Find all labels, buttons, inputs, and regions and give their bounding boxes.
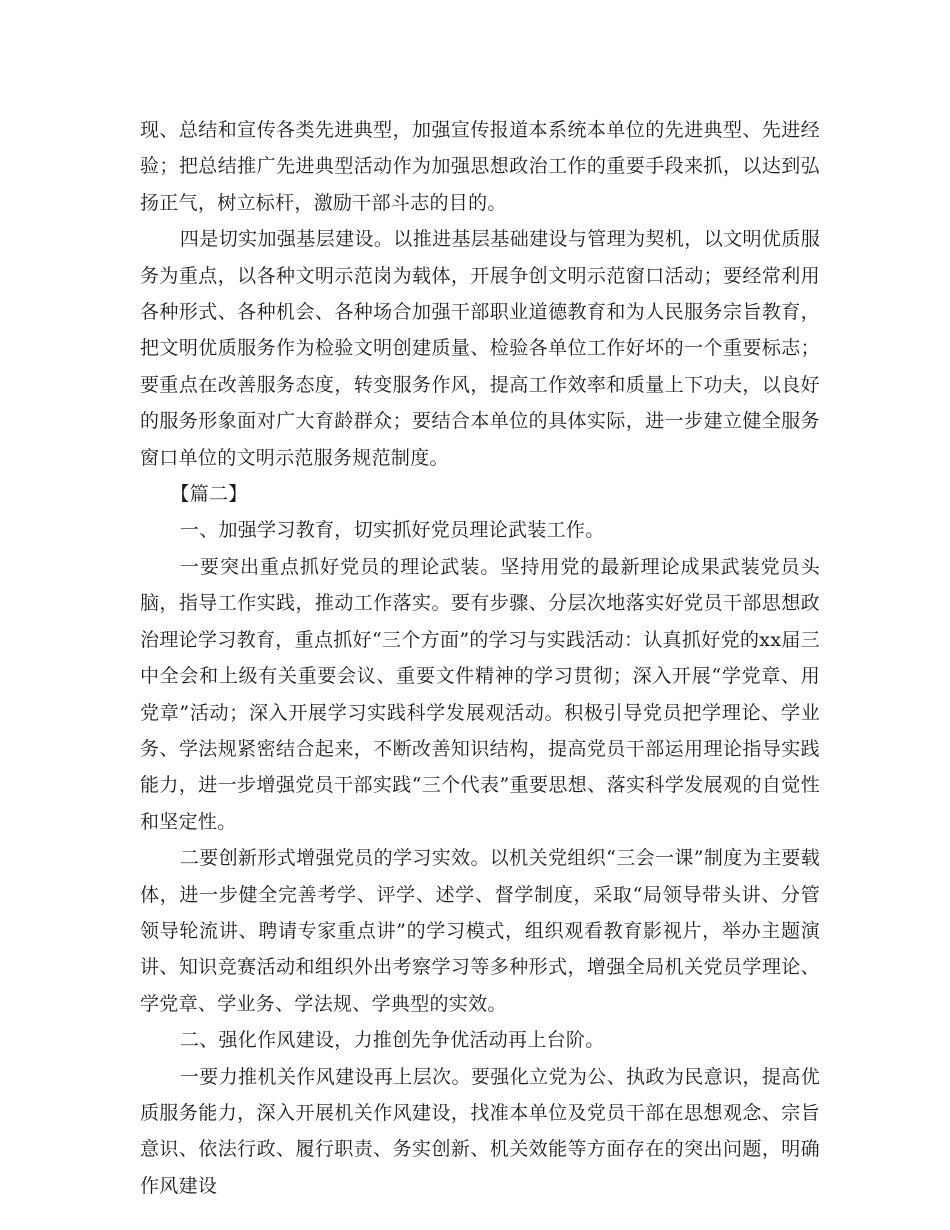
paragraph-organ-work-style: 一要力推机关作风建设再上层次。要强化立党为公、执政为民意识，提高优质服务能力，深入开展机关作风建设，找准本单位及党员干部在思想观念、宗旨意识、依法行政、履行职责、务实创新、机关效能等方面存在的突出问题，明确作风建设 [140,1065,820,1197]
section-heading-part-two: 【篇二】 [170,483,248,506]
heading-work-style: 二、强化作风建设，力推创先争优活动再上台阶。 [179,1029,605,1052]
paragraph-continuation: 现、总结和宣传各类先进典型，加强宣传报道本系统本单位的先进典型、先进经验；把总结推广先进典型活动作为加强思想政治工作的重要手段来抓，以达到弘扬正气，树立标杆，激励干部斗志的目的。 [140,119,820,214]
document-body [140,112,820,1204]
paragraph-theory-armament: 一要突出重点抓好党员的理论武装。坚持用党的最新理论成果武装党员头脑，指导工作实践，推动工作落实。要有步骤、分层次地落实好党员干部思想政治理论学习教育，重点抓好“三个方面”的学习与实践活动：认真抓好党的xx届三中全会和上级有关重要会议、重要文件精神的学习贯彻；深入开展“学党章、用党章”活动；深入开展学习实践科学发展观活动。积极引导党员把学理论、学业务、学法规紧密结合起来，不断改善知识结构，提高党员干部运用理论指导实践能力，进一步增强党员干部实践“三个代表”重要思想、落实科学发展观的自觉性和坚定性。 [140,555,820,833]
paragraph-study-effectiveness: 二要创新形式增强党员的学习实效。以机关党组织“三会一课”制度为主要载体，进一步健全完善考学、评学、述学、督学制度，采取“局领导带头讲、分管领导轮流讲、聘请专家重点讲”的学习模式，组织观看教育影视片，举办主题演讲、知识竞赛活动和组织外出考察学习等多种形式，增强全局机关党员学理论、学党章、学业务、学法规、学典型的实效。 [140,847,820,1015]
heading-study-education: 一、加强学习教育，切实抓好党员理论武装工作。 [179,519,605,542]
paragraph-grassroots-construction: 四是切实加强基层建设。以推进基层基础建设与管理为契机，以文明优质服务为重点，以各种文明示范岗为载体，开展争创文明示范窗口活动；要经常利用各种形式、各种机会、各种场合加强干部职业道德教育和为人民服务宗旨教育，把文明优质服务作为检验文明创建质量、检验各单位工作好坏的一个重要标志；要重点在改善服务态度，转变服务作风，提高工作效率和质量上下功夫，以良好的服务形象面对广大育龄群众；要结合本单位的具体实际，进一步建立健全服务窗口单位的文明示范服务规范制度。 [140,228,820,469]
